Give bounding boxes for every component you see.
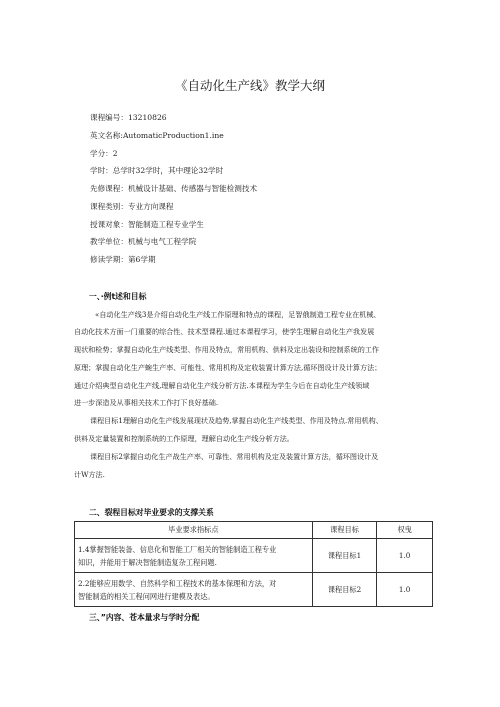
requirement-line: 2.2能够应用数学、自然科学和工程技术的基本保理和方法，对 [78,578,277,588]
table-row [75,573,433,607]
column-header: 权曳 [377,522,433,539]
meta-value: AutomaticProduction1.ine [122,131,224,140]
goal1-line: 课程目标1理解自动化生产线发展现状及趋势,掌握自动化生产线类型、作用及特点.常用机构、 [90,416,383,425]
table-header-row [75,522,433,539]
requirement-line: 知识，并能用于解决智能制造复杂工程问题. [78,557,217,567]
meta-label: 课程类别： [90,202,128,211]
section-heading-support: 二、裂程目标对毕业要求的支撑关系 [89,508,214,517]
intro-line: 通过介绍典型自动化生产线,理解自动化生产线分析方法.本课程为学生今后在自动化生产线领域 [74,381,370,390]
meta-english-name [90,131,224,141]
goal-cell: 课程目标1 [312,539,377,573]
meta-audience [90,220,204,230]
meta-value: 13210826 [127,113,167,122]
meta-value: 总学时32学时，其中理论32学时 [112,166,224,175]
meta-value: 智能制造工程专业学生 [127,220,204,229]
document-title: 《自动化生产线》教学大纲 [174,78,325,93]
meta-value: 机械与电气工程学院 [127,237,197,246]
intro-line: «自动化生产线3是介绍自动化生产线工作原理和特点的课程，足智俄制造工程专业在机械、 [95,310,381,319]
weight-cell: 1.0 [377,573,433,607]
support-table [74,521,433,607]
meta-department [90,237,196,247]
intro-line: 现状和检势；掌握自动化生产线类型、作用及特点，常用机构、供料及定出装设和控制系统的工作 [74,345,380,354]
intro-line: 进一步深造及从事相关技术工作打下良好基础. [74,398,219,407]
intro-line: 自动化技术方面一门重要的综合性、技术型课程.通过本课程学习，使学生理解自动化生产我发展 [74,327,375,336]
meta-prerequisites [90,184,257,194]
column-header: 课程目标 [312,522,377,539]
meta-course-code [90,113,167,123]
column-header: 毕业要求指标点 [75,522,313,539]
meta-value: 专业方向课程 [127,202,174,211]
goal2-line: 课程目标2掌握自动化生产战生产率、可靠性、常用机构及定及装置计算方法，循环图设计及 [90,452,379,461]
section-heading-content: 三、”内容、苍本量求与学时分配 [89,613,200,622]
meta-label: 先修课程： [90,184,128,193]
goal-cell: 课程目标2 [312,573,377,607]
requirement-cell [75,573,313,607]
meta-value: 第6学期 [127,255,156,264]
meta-label: 修读学期： [90,255,128,264]
meta-label: 教学单位： [90,237,128,246]
meta-category [90,202,174,212]
section-heading-overview: 一、·例t述和目标 [89,292,147,301]
meta-value: 2 [112,149,118,158]
meta-label: 学时： [90,166,113,175]
weight-cell: 1.0 [377,539,433,573]
meta-label: 课程编号： [90,113,128,122]
meta-credits [90,149,118,159]
meta-label: 授课对象： [90,220,128,229]
requirement-cell [75,539,313,573]
table-row [75,539,433,573]
goal1-line: 供料及定量装置和控制系统的工作原理，理解自动化生产线分析方法。 [74,434,294,443]
meta-label: 学分： [90,149,113,158]
goal2-line: 计W方法. [74,470,105,479]
requirement-line: 智能制造的相关工程问网进行建模及表达。 [78,591,215,601]
meta-semester [90,255,156,265]
intro-line: 原理；掌握自动化生产蜿生产率、可能性、常用机构及定收装置计算方法,循环图设计及计算方法； [74,363,382,372]
meta-label: 英文名称: [90,131,123,140]
meta-hours [90,166,223,176]
requirement-line: 1.4掌握智能装备、信息化和智能工厂相关的智能制造工程专业 [78,544,277,554]
meta-value: 机械设计基础、传感器与智能检测技术 [127,184,258,193]
